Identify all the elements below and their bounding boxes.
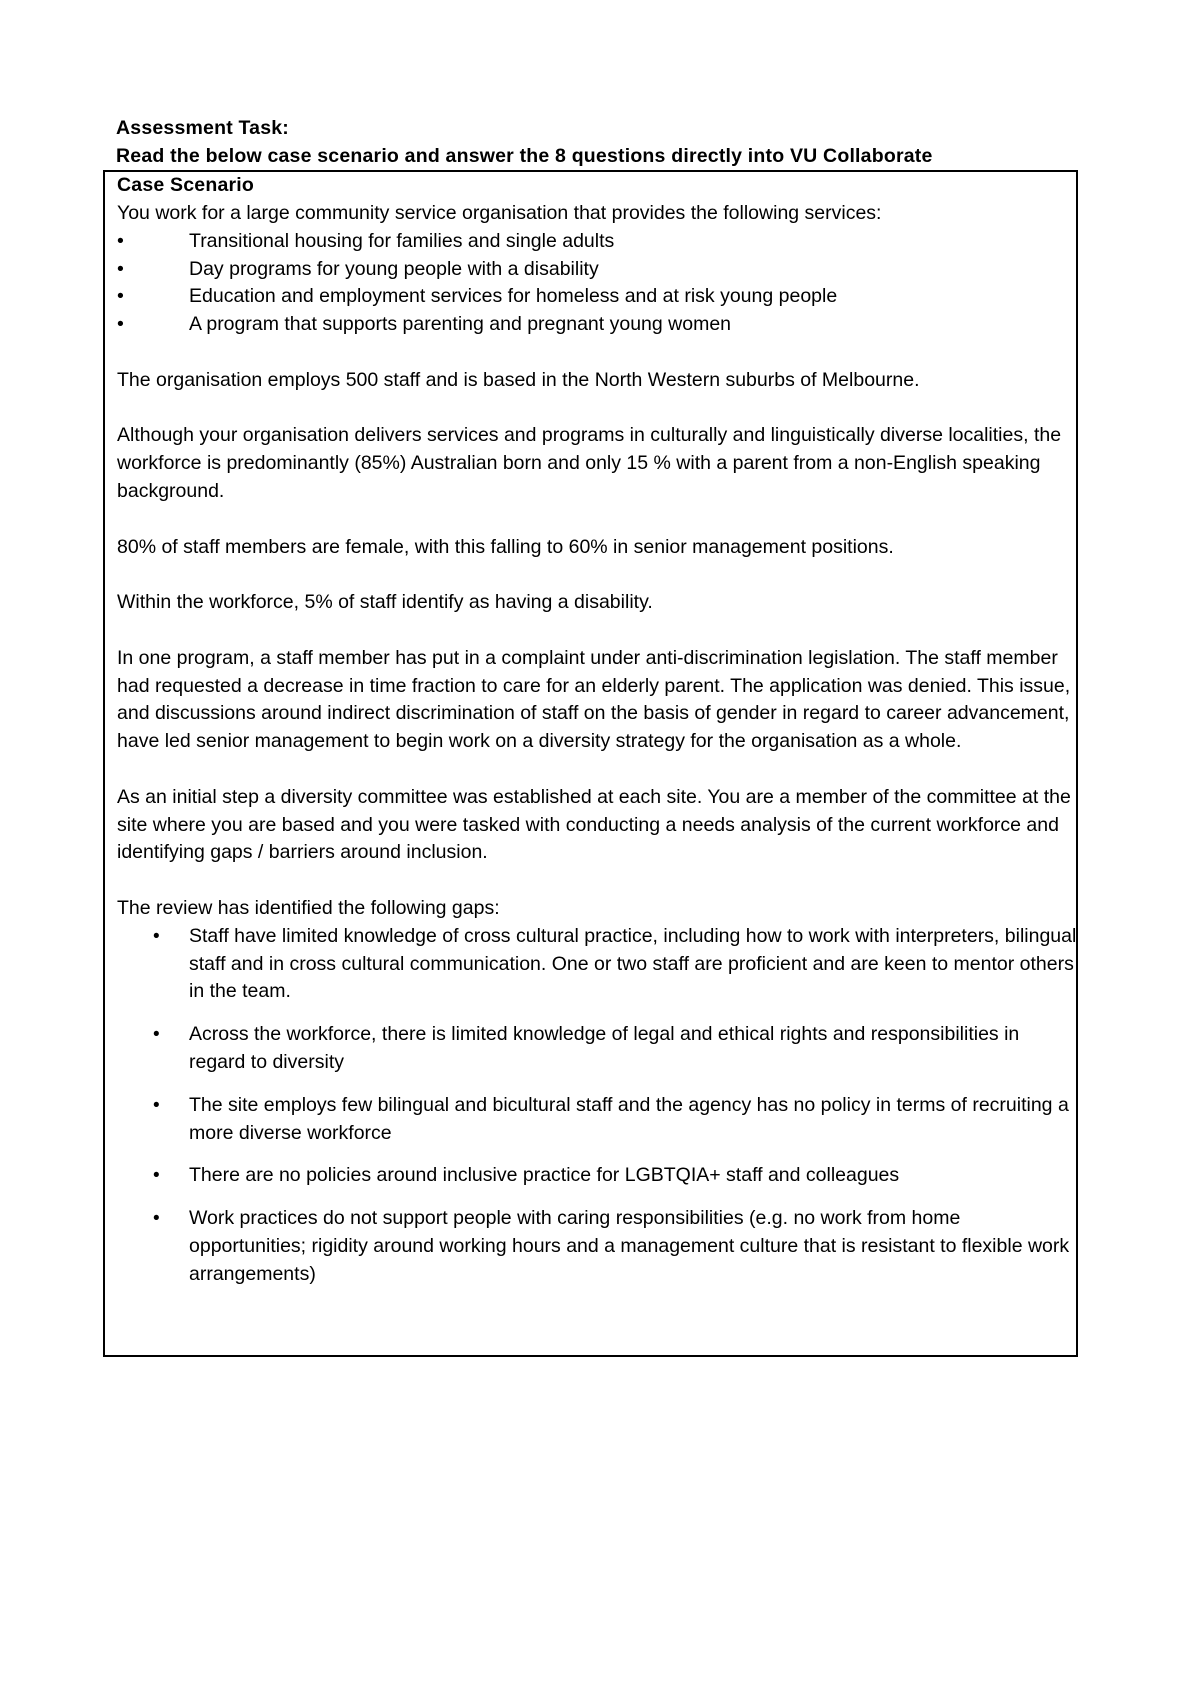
paragraph-workforce-diversity: Although your organisation delivers services and programs in culturally and linguistically diverse localities, the workforce is predominantly (85%) Australian born and only 15 % with a parent from a non-English speaking background. [117, 424, 1062, 502]
case-scenario-content [117, 172, 1077, 1303]
bullet-icon: • [117, 229, 124, 252]
paragraph-committee: As an initial step a diversity committee was established at each site. You are a member of the committee at the site where you are based and you were tasked with conducting a needs analysis of the current workforce and identifying gaps / barriers around inclusion. [117, 785, 1071, 864]
paragraph-gender-ratio: 80% of staff members are female, with this falling to 60% in senior management positions. [117, 535, 894, 558]
list-item: • Education and employment services for homeless and at risk young people [117, 283, 1077, 311]
list-item: • A program that supports parenting and pregnant young women [117, 311, 1077, 339]
case-scenario-title: Case Scenario [117, 174, 255, 196]
list-item: • Day programs for young people with a disability [117, 256, 1077, 284]
list-item: • There are no policies around inclusive practice for LGBTQIA+ staff and colleagues [117, 1162, 1077, 1190]
bullet-icon: • [153, 1165, 160, 1187]
services-list [117, 228, 1077, 339]
list-item: • Across the workforce, there is limited knowledge of legal and ethical rights and responsibilities in regard to diversity [153, 1023, 1020, 1073]
list-item: • Work practices do not support people with caring responsibilities (e.g. no work from home opportunities; rigidity around working hours and a management culture that is resistant to flexible work arrangements) [153, 1207, 1070, 1285]
paragraph-complaint: In one program, a staff member has put in a complaint under anti-discrimination legislation. The staff member had requested a decrease in time fraction to care for an elderly parent. The application was denied. This issue, and discussions around indirect discrimination of staff on the basis of gender in regard to career advancement, have led senior management to begin work on a diversity strategy for the organisation as a whole. [117, 646, 1071, 753]
list-item: • The site employs few bilingual and bicultural staff and the agency has no policy in terms of recruiting a more diverse workforce [153, 1093, 1069, 1144]
list-item: • Transitional housing for families and single adults [117, 228, 1077, 256]
bullet-icon: • [117, 285, 124, 308]
assessment-instructions-heading: Read the below case scenario and answer the 8 questions directly into VU Collaborate [116, 145, 933, 167]
list-item: • Staff have limited knowledge of cross cultural practice, including how to work with interpreters, bilingual staff and in cross cultural communication. One or two staff are proficient and are keen to mentor others in the team. [153, 924, 1077, 1003]
bullet-icon: • [117, 313, 124, 336]
bullet-icon: • [153, 1208, 160, 1230]
bullet-icon: • [153, 925, 160, 947]
bullet-icon: • [153, 1024, 160, 1046]
assessment-task-heading: Assessment Task: [116, 117, 290, 139]
bullet-icon: • [117, 257, 124, 280]
paragraph-disability: Within the workforce, 5% of staff identify as having a disability. [117, 591, 653, 614]
case-scenario-box [103, 170, 1078, 1357]
bullet-icon: • [153, 1094, 160, 1116]
services-intro: You work for a large community service organisation that provides the following services: [117, 202, 882, 224]
gaps-list [117, 923, 1077, 1289]
gaps-intro: The review has identified the following gaps: [117, 896, 500, 919]
paragraph-staff-count: The organisation employs 500 staff and is based in the North Western suburbs of Melbourne. [117, 368, 920, 391]
